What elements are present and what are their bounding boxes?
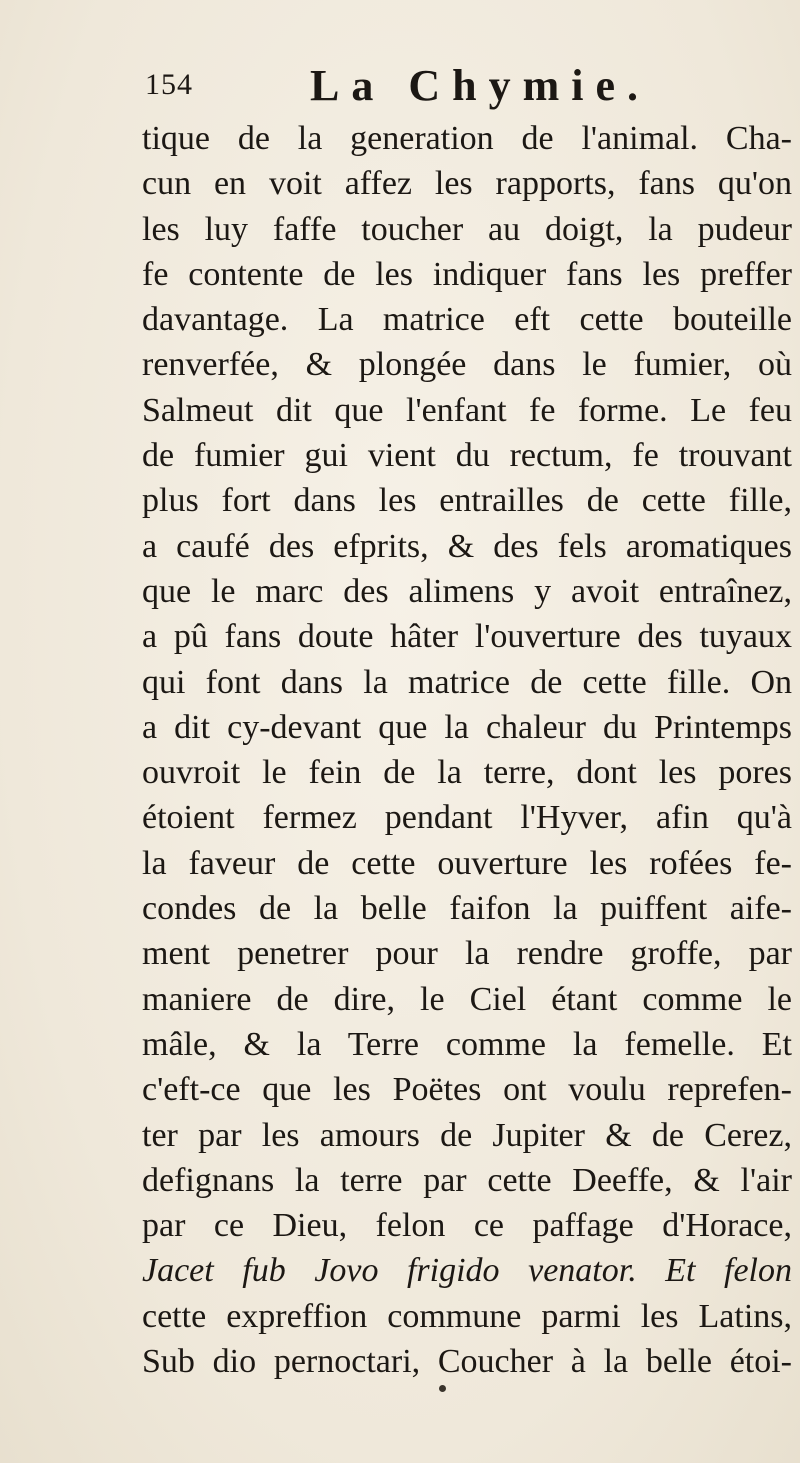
text-line: cun en voit affez les rapports, fans qu'on <box>142 165 792 203</box>
text-line: davantage. La matrice eft cette bouteille <box>142 301 792 339</box>
text-line: la faveur de cette ouverture les rofées fe- <box>142 844 792 882</box>
page-header <box>145 60 785 112</box>
text-line: ment penetrer pour la rendre groffe, par <box>142 935 792 973</box>
text-line: Jacet fub Jovo frigido venator. Et felon <box>142 1252 792 1290</box>
text-line: a dit cy-devant que la chaleur du Printemps <box>142 708 792 746</box>
text-line: ter par les amours de Jupiter & de Cerez, <box>142 1116 792 1154</box>
text-line: les luy faffe toucher au doigt, la pudeur <box>142 210 792 248</box>
page-number: 154 <box>145 68 193 101</box>
text-line: c'eft-ce que les Poëtes ont voulu reprefen- <box>142 1071 792 1109</box>
text-line: ouvroit le fein de la terre, dont les pores <box>142 754 792 792</box>
text-line: par ce Dieu, felon ce paffage d'Horace, <box>142 1207 792 1245</box>
text-line: condes de la belle faifon la puiffent aife- <box>142 890 792 928</box>
text-line: étoient fermez pendant l'Hyver, afin qu'à <box>142 799 792 837</box>
text-line: que le marc des alimens y avoit entraînez, <box>142 572 792 610</box>
text-line: defignans la terre par cette Deeffe, & l'air <box>142 1161 792 1199</box>
text-line: Sub dio pernoctari, Coucher à la belle étoi- <box>142 1343 792 1381</box>
text-line: Salmeut dit que l'enfant fe forme. Le feu <box>142 391 792 429</box>
text-line: cette expreffion commune parmi les Latins, <box>142 1297 792 1335</box>
running-title: La Chymie. <box>310 61 650 110</box>
body-text <box>142 116 792 1384</box>
text-line: qui font dans la matrice de cette fille. On <box>142 663 792 701</box>
text-line: mâle, & la Terre comme la femelle. Et <box>142 1025 792 1063</box>
text-line: plus fort dans les entrailles de cette fille, <box>142 482 792 520</box>
text-line: a caufé des efprits, & des fels aromatiques <box>142 527 792 565</box>
text-line: fe contente de les indiquer fans les preffer <box>142 255 792 293</box>
text-line: renverfée, & plongée dans le fumier, où <box>142 346 792 384</box>
text-line: tique de la generation de l'animal. Cha- <box>142 120 792 157</box>
text-line: de fumier gui vient du rectum, fe trouvant <box>142 437 792 475</box>
text-line: a pû fans doute hâter l'ouverture des tuyaux <box>142 618 792 656</box>
text-line: maniere de dire, le Ciel étant comme le <box>142 980 792 1018</box>
ink-speck <box>439 1385 446 1392</box>
